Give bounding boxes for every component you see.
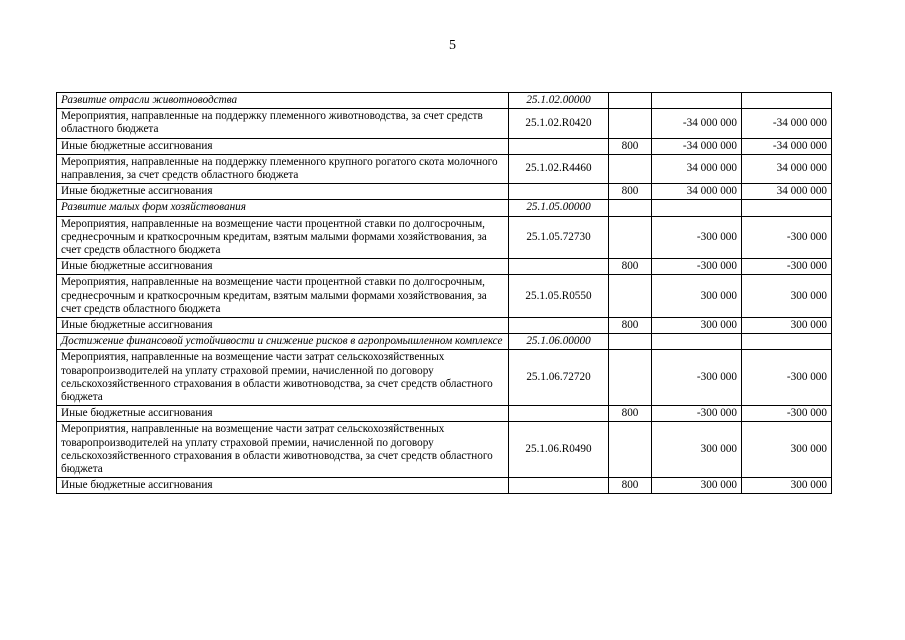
row-value-2-cell <box>742 93 832 109</box>
row-type-cell <box>609 422 652 478</box>
row-code-cell: 25.1.05.72730 <box>509 216 609 259</box>
row-type-cell: 800 <box>609 318 652 334</box>
table-row <box>57 259 832 275</box>
row-value-1-cell: 34 000 000 <box>652 184 742 200</box>
row-code-cell: 25.1.06.00000 <box>509 334 609 350</box>
row-value-1-cell: 300 000 <box>652 478 742 494</box>
row-value-1-cell: -300 000 <box>652 350 742 406</box>
row-value-1-cell: -300 000 <box>652 406 742 422</box>
row-value-1-cell: 300 000 <box>652 318 742 334</box>
row-value-2-cell: 300 000 <box>742 422 832 478</box>
table-body <box>57 93 832 494</box>
row-name-cell: Иные бюджетные ассигнования <box>57 406 509 422</box>
row-value-1-cell: -34 000 000 <box>652 109 742 138</box>
row-value-2-cell: -300 000 <box>742 216 832 259</box>
table-row <box>57 406 832 422</box>
row-type-cell <box>609 109 652 138</box>
row-type-cell <box>609 154 652 183</box>
row-name-cell: Иные бюджетные ассигнования <box>57 318 509 334</box>
row-value-2-cell: -300 000 <box>742 259 832 275</box>
table-row <box>57 422 832 478</box>
row-name-cell: Мероприятия, направленные на поддержку племенного крупного рогатого скота молочного направления, за счет средств областного бюджета <box>57 154 509 183</box>
row-name-cell: Достижение финансовой устойчивости и снижение рисков в агропромышленном комплексе <box>57 334 509 350</box>
row-type-cell: 800 <box>609 259 652 275</box>
row-value-2-cell: -34 000 000 <box>742 138 832 154</box>
row-type-cell <box>609 350 652 406</box>
budget-table <box>56 92 832 494</box>
row-code-cell: 25.1.02.00000 <box>509 93 609 109</box>
row-name-cell: Развитие малых форм хозяйствования <box>57 200 509 216</box>
row-value-1-cell <box>652 93 742 109</box>
row-value-2-cell: 300 000 <box>742 318 832 334</box>
row-name-cell: Иные бюджетные ассигнования <box>57 138 509 154</box>
row-code-cell: 25.1.06.72720 <box>509 350 609 406</box>
row-value-1-cell: 300 000 <box>652 422 742 478</box>
row-value-2-cell <box>742 334 832 350</box>
row-value-2-cell: 300 000 <box>742 275 832 318</box>
row-value-2-cell: -34 000 000 <box>742 109 832 138</box>
row-type-cell <box>609 275 652 318</box>
row-code-cell <box>509 138 609 154</box>
table-row <box>57 109 832 138</box>
section-row <box>57 93 832 109</box>
row-value-2-cell: 34 000 000 <box>742 184 832 200</box>
table-row <box>57 478 832 494</box>
row-value-1-cell: 34 000 000 <box>652 154 742 183</box>
row-type-cell: 800 <box>609 478 652 494</box>
row-value-1-cell: -34 000 000 <box>652 138 742 154</box>
row-value-1-cell <box>652 334 742 350</box>
row-name-cell: Иные бюджетные ассигнования <box>57 259 509 275</box>
table-row <box>57 350 832 406</box>
row-type-cell: 800 <box>609 138 652 154</box>
row-value-2-cell: 34 000 000 <box>742 154 832 183</box>
row-code-cell <box>509 318 609 334</box>
table-row <box>57 184 832 200</box>
row-type-cell: 800 <box>609 406 652 422</box>
row-code-cell: 25.1.05.00000 <box>509 200 609 216</box>
row-type-cell <box>609 200 652 216</box>
row-value-2-cell: -300 000 <box>742 406 832 422</box>
row-name-cell: Развитие отрасли животноводства <box>57 93 509 109</box>
row-code-cell: 25.1.02.R0420 <box>509 109 609 138</box>
section-row <box>57 334 832 350</box>
page-number: 5 <box>449 38 456 53</box>
table-row <box>57 216 832 259</box>
row-name-cell: Мероприятия, направленные на возмещение части процентной ставки по долгосрочным, среднесрочным и краткосрочным кредитам, взятым малыми формами хозяйствования, за счет средств областного бюджета <box>57 216 509 259</box>
row-value-2-cell: -300 000 <box>742 350 832 406</box>
row-type-cell <box>609 93 652 109</box>
row-code-cell: 25.1.05.R0550 <box>509 275 609 318</box>
table-row <box>57 138 832 154</box>
row-name-cell: Мероприятия, направленные на возмещение части процентной ставки по долгосрочным, среднесрочным и краткосрочным кредитам, взятым малыми формами хозяйствования, за счет средств областного бюджета <box>57 275 509 318</box>
row-type-cell <box>609 216 652 259</box>
row-name-cell: Мероприятия, направленные на возмещение части затрат сельскохозяйственных товаропроизводителей на уплату страховой премии, начисленной по договору сельскохозяйственного страхования в области животноводства, за счет средств областного бюджета <box>57 350 509 406</box>
row-name-cell: Иные бюджетные ассигнования <box>57 478 509 494</box>
row-code-cell <box>509 259 609 275</box>
row-value-1-cell <box>652 200 742 216</box>
row-name-cell: Мероприятия, направленные на поддержку племенного животноводства, за счет средств областного бюджета <box>57 109 509 138</box>
row-value-2-cell: 300 000 <box>742 478 832 494</box>
row-value-1-cell: 300 000 <box>652 275 742 318</box>
row-value-1-cell: -300 000 <box>652 216 742 259</box>
row-code-cell <box>509 478 609 494</box>
row-value-1-cell: -300 000 <box>652 259 742 275</box>
table-row <box>57 275 832 318</box>
row-name-cell: Иные бюджетные ассигнования <box>57 184 509 200</box>
row-type-cell: 800 <box>609 184 652 200</box>
row-code-cell <box>509 184 609 200</box>
row-value-2-cell <box>742 200 832 216</box>
table-row <box>57 154 832 183</box>
section-row <box>57 200 832 216</box>
row-name-cell: Мероприятия, направленные на возмещение части затрат сельскохозяйственных товаропроизводителей на уплату страховой премии, начисленной по договору сельскохозяйственного страхования в области животноводства, за счет средств областного бюджета <box>57 422 509 478</box>
row-code-cell: 25.1.06.R0490 <box>509 422 609 478</box>
row-type-cell <box>609 334 652 350</box>
table-row <box>57 318 832 334</box>
row-code-cell: 25.1.02.R4460 <box>509 154 609 183</box>
row-code-cell <box>509 406 609 422</box>
